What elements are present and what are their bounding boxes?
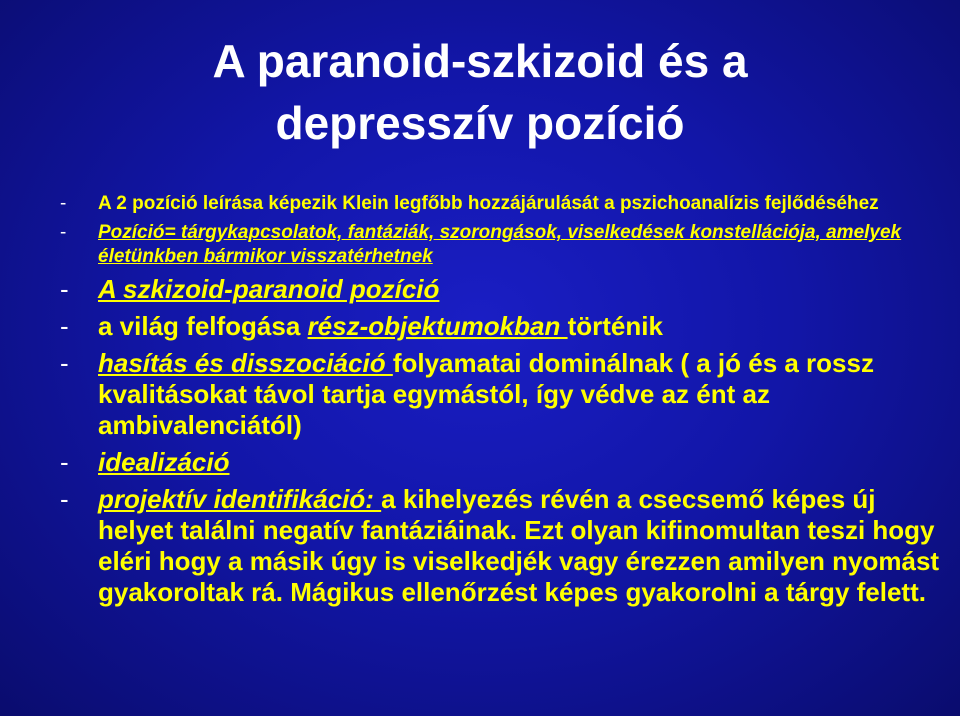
bullet-item xyxy=(60,447,940,478)
bullet-text-emphasis: idealizáció xyxy=(98,447,230,477)
bullet-text-post: folyamatai dominálnak ( a jó és a rossz kvalitásokat távol tartja egymástól, így védve az ént az ambivalenciától) xyxy=(98,348,874,440)
bullet-text-post: történik xyxy=(567,311,663,341)
bullet-dash: - xyxy=(60,311,69,341)
slide-title-line-2: depresszív pozíció xyxy=(275,97,685,149)
bullet-item xyxy=(60,274,940,305)
bullet-text-post: a kihelyezés révén a csecsemő képes új helyet találni negatív fantáziáinak. Ezt olyan kifinomultan teszi hogy eléri hogy a másik úgy is viselkedjék vagy érezzen amilyen nyomást gyakoroltak rá. Mágikus ellenőrzést képes gyakorolni a tárgy felett. xyxy=(98,484,940,607)
bullet-list xyxy=(60,192,940,614)
bullet-item xyxy=(60,192,940,216)
bullet-text: A 2 pozíció leírása képezik Klein legfőbb hozzájárulását a pszichoanalízis fejlődéséhez xyxy=(98,193,879,214)
bullet-item xyxy=(60,221,940,269)
slide-title xyxy=(0,30,960,154)
bullet-dash: - xyxy=(60,348,69,378)
bullet-text-emphasis: projektív identifikáció: xyxy=(98,484,382,514)
bullet-dash: - xyxy=(60,222,67,243)
slide-title-line-1: A paranoid-szkizoid és a xyxy=(212,35,748,87)
bullet-item xyxy=(60,311,940,342)
bullet-text: A szkizoid-paranoid pozíció xyxy=(98,274,440,304)
bullet-text-pre: a világ felfogása xyxy=(98,311,308,341)
bullet-item xyxy=(60,348,940,441)
bullet-dash: - xyxy=(60,484,69,514)
bullet-text: Pozíció= tárgykapcsolatok, fantáziák, szorongások, viselkedések konstellációja, amelyek életünkben bármikor visszatérhetnek xyxy=(98,222,902,267)
bullet-item xyxy=(60,484,940,608)
bullet-text-emphasis: rész-objektumokban xyxy=(307,311,568,341)
bullet-text-emphasis: hasítás és disszociáció xyxy=(98,348,393,378)
bullet-dash: - xyxy=(60,193,67,214)
bullet-dash: - xyxy=(60,274,69,304)
bullet-dash: - xyxy=(60,447,69,477)
